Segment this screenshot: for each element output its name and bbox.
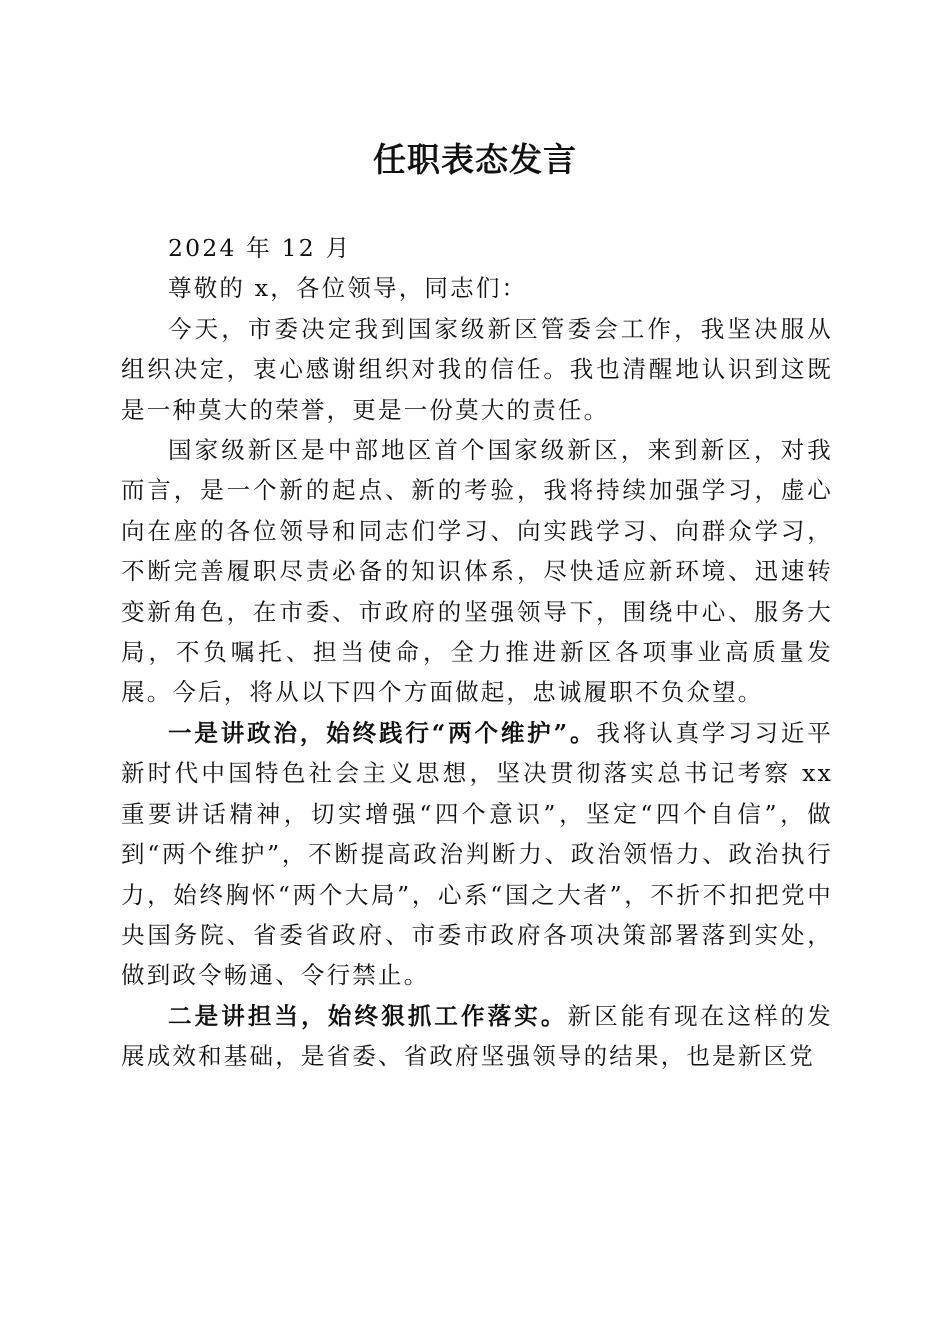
date-line: 2024 年 12 月 [168,234,352,262]
paragraph [121,430,833,713]
paragraph-text: 今天，市委决定我到国家级新区管委会工作，我坚决服从组织决定，衷心感谢组织对我的信任。我也清醒地认识到这既是一种莫大的荣誉，更是一份莫大的责任。 [121,314,833,424]
page-title: 任职表态发言 [373,140,577,179]
paragraph [121,309,833,430]
paragraph-lead: 二是讲担当，始终狠抓工作落实。 [168,1001,568,1030]
paragraph-lead: 一是讲政治，始终践行“两个维护”。 [168,718,597,747]
paragraph [121,996,833,1077]
paragraph [121,713,833,996]
salutation-line: 尊敬的 x，各位领导，同志们： [168,274,528,303]
paragraph-text: 我将认真学习习近平新时代中国特色社会主义思想，坚决贯彻落实总书记考察 xx 重要讲话精神，切实增强“四个意识”，坚定“四个自信”，做到“两个维护”，不断提高政治判断力、政治领悟力、政治执行力，始终胸怀“两个大局”，心系“国之大者”，不折不扣把党中央国务院、省委省政府、市委市政府各项决策部署落到实处，做到政令畅通、令行禁止。 [121,718,833,990]
paragraph-text: 新区能有现在这样的发展成效和基础，是省委、省政府坚强领导的结果，也是新区党 [121,1001,833,1071]
paragraph-text: 国家级新区是中部地区首个国家级新区，来到新区，对我而言，是一个新的起点、新的考验，我将持续加强学习，虚心向在座的各位领导和同志们学习、向实践学习、向群众学习，不断完善履职尽责必备的知识体系，尽快适应新环境、迅速转变新角色，在市委、市政府的坚强领导下，围绕中心、服务大局，不负嘱托、担当使命，全力推进新区各项事业高质量发展。今后，将从以下四个方面做起，忠诚履职不负众望。 [121,436,833,707]
document-body [121,228,833,1077]
